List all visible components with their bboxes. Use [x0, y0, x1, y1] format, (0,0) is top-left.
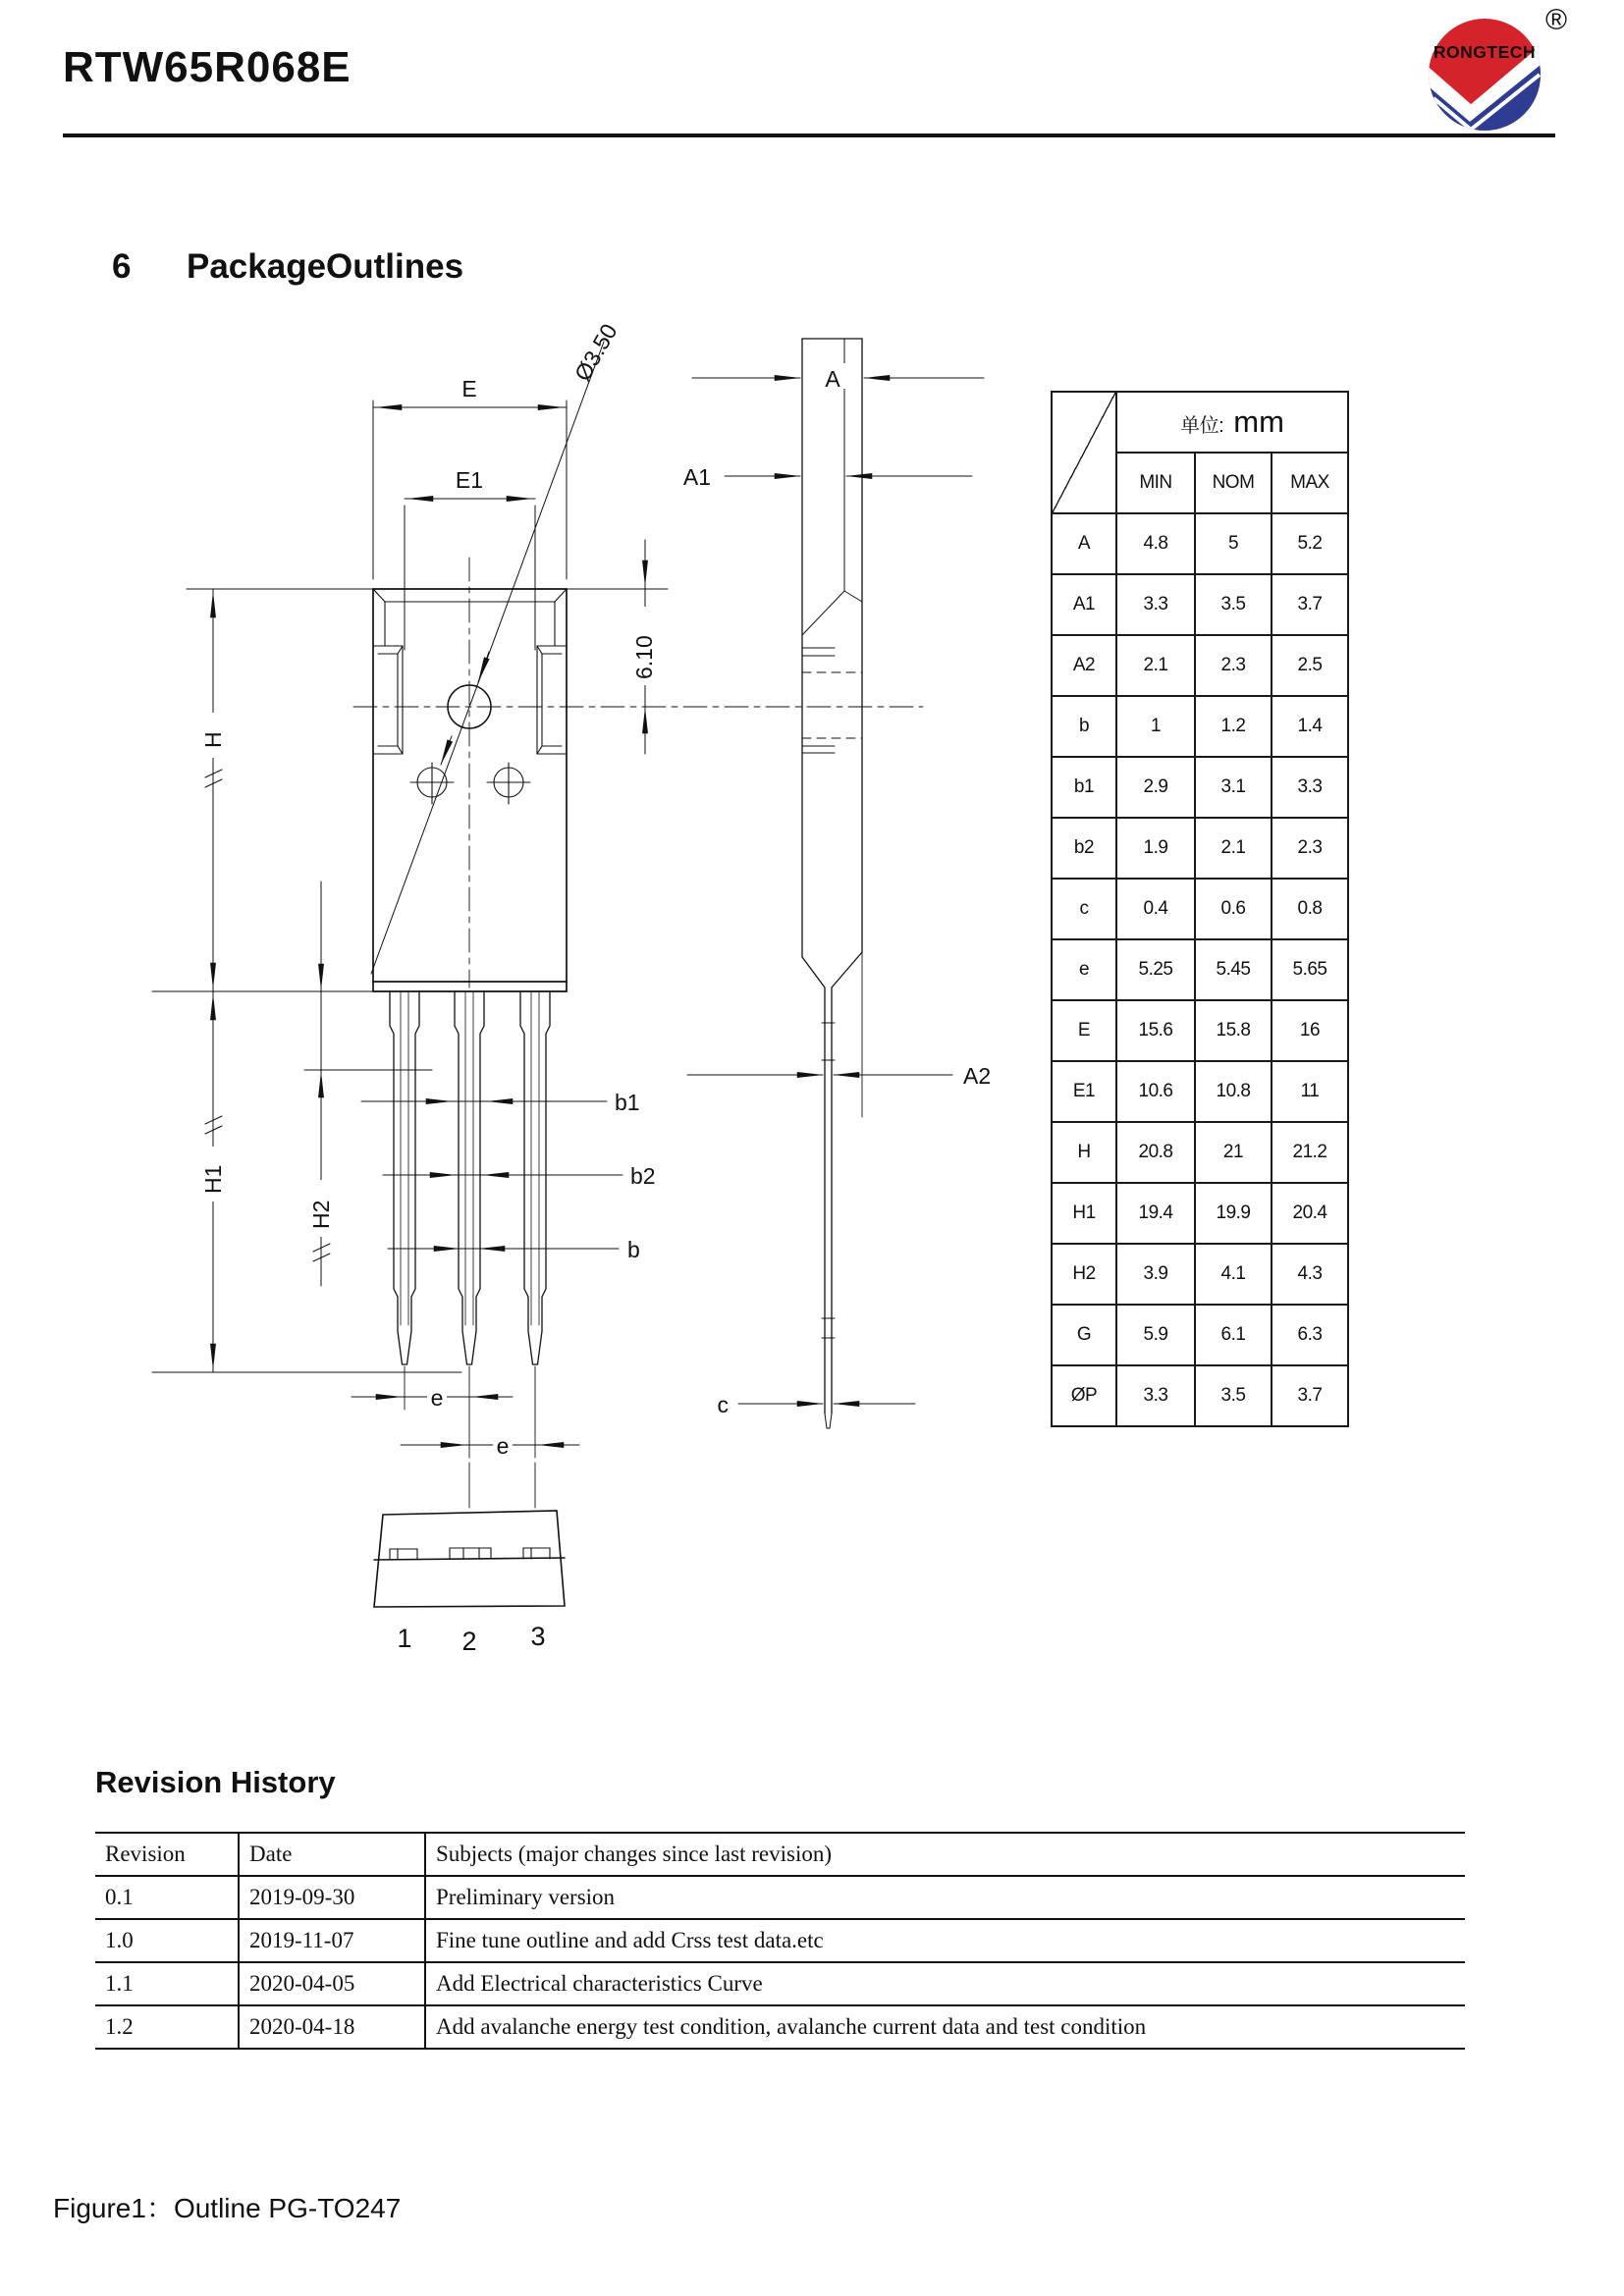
rev-cell-subject: Preliminary version [425, 1876, 1465, 1919]
rongtech-logo-icon [1426, 4, 1575, 141]
dim-cell-min: 1.9 [1116, 818, 1195, 879]
rev-col-revision: Revision [95, 1833, 239, 1876]
dim-cell-max: 5.2 [1272, 513, 1348, 574]
dim-cell-max: 6.3 [1272, 1305, 1348, 1365]
dim-cell-name: b2 [1052, 818, 1116, 879]
revision-row [95, 1876, 1465, 1919]
front-pins [390, 991, 550, 1508]
label-A: A [825, 366, 840, 392]
dim-cell-nom: 4.1 [1195, 1244, 1272, 1305]
rev-cell-date: 2020-04-05 [239, 1962, 425, 2005]
dim-row [1052, 757, 1348, 818]
dim-cell-nom: 3.5 [1195, 1365, 1272, 1426]
dim-cell-max: 3.7 [1272, 1365, 1348, 1426]
label-b1: b1 [615, 1090, 640, 1115]
dim-cell-nom: 5 [1195, 513, 1272, 574]
dim-table-corner-cell [1052, 392, 1116, 513]
page-title: RTW65R068E [63, 43, 352, 91]
dim-cell-nom: 3.1 [1195, 757, 1272, 818]
dim-cell-name: b1 [1052, 757, 1116, 818]
pin-number-1: 1 [397, 1624, 412, 1653]
dim-cell-min: 19.4 [1116, 1183, 1195, 1244]
label-A1: A1 [682, 464, 712, 490]
dim-cell-min: 5.25 [1116, 939, 1195, 1000]
label-H1: H1 [200, 1164, 226, 1194]
dim-row [1052, 1305, 1348, 1365]
label-c: c [717, 1392, 729, 1417]
dim-row [1052, 879, 1348, 939]
dim-cell-name: H1 [1052, 1183, 1116, 1244]
drawing-labels [200, 319, 991, 1656]
rev-col-subjects: Subjects (major changes since last revision) [425, 1833, 1465, 1876]
unit-header-cell [1116, 392, 1348, 453]
dim-cell-name: E1 [1052, 1061, 1116, 1122]
dim-cell-nom: 0.6 [1195, 879, 1272, 939]
rev-cell-subject: Add Electrical characteristics Curve [425, 1962, 1465, 2005]
col-header-min: MIN [1116, 453, 1195, 513]
bottom-view [374, 1511, 565, 1607]
front-dimensions [201, 342, 651, 1456]
rev-table-body [95, 1876, 1465, 2049]
dim-cell-name: A2 [1052, 635, 1116, 696]
side-view [802, 339, 862, 1428]
dim-cell-max: 2.3 [1272, 818, 1348, 879]
rev-cell-revision: 1.0 [95, 1919, 239, 1962]
dim-row [1052, 635, 1348, 696]
dim-cell-max: 4.3 [1272, 1244, 1348, 1305]
dim-cell-name: c [1052, 879, 1116, 939]
header-divider [63, 133, 1555, 137]
label-b2: b2 [630, 1163, 656, 1189]
revision-row [95, 1962, 1465, 2005]
dim-row [1052, 1244, 1348, 1305]
dim-cell-name: A1 [1052, 574, 1116, 635]
dim-cell-max: 2.5 [1272, 635, 1348, 696]
dim-cell-max: 21.2 [1272, 1122, 1348, 1183]
dim-cell-min: 3.9 [1116, 1244, 1195, 1305]
rev-cell-revision: 0.1 [95, 1876, 239, 1919]
pin-number-2: 2 [461, 1627, 477, 1656]
label-b: b [627, 1237, 640, 1262]
dim-table-head [1052, 392, 1348, 513]
label-hole-dia: Ø3.50 [568, 319, 623, 386]
revision-history-title: Revision History [95, 1765, 336, 1799]
dim-row [1052, 513, 1348, 574]
rev-cell-date: 2019-11-07 [239, 1919, 425, 1962]
dim-cell-nom: 3.5 [1195, 574, 1272, 635]
rev-cell-date: 2019-09-30 [239, 1876, 425, 1919]
dim-row [1052, 696, 1348, 757]
dim-row [1052, 1122, 1348, 1183]
section-title: PackageOutlines [187, 247, 464, 286]
rev-col-date: Date [239, 1833, 425, 1876]
revision-row [95, 1919, 1465, 1962]
dim-cell-min: 3.3 [1116, 1365, 1195, 1426]
unit-label: 单位: [1180, 415, 1224, 437]
dim-cell-name: E [1052, 1000, 1116, 1061]
dim-cell-min: 0.4 [1116, 879, 1195, 939]
dim-cell-name: e [1052, 939, 1116, 1000]
dim-row [1052, 1183, 1348, 1244]
rev-cell-subject: Fine tune outline and add Crss test data.etc [425, 1919, 1465, 1962]
label-hole-offset: 6.10 [631, 635, 657, 679]
dim-cell-max: 3.3 [1272, 757, 1348, 818]
dim-cell-nom: 5.45 [1195, 939, 1272, 1000]
dim-cell-nom: 19.9 [1195, 1183, 1272, 1244]
dim-cell-min: 4.8 [1116, 513, 1195, 574]
label-A2: A2 [963, 1063, 992, 1089]
label-e2: e [496, 1433, 510, 1459]
dimension-table [1051, 391, 1349, 1427]
dim-row [1052, 939, 1348, 1000]
dim-cell-name: H2 [1052, 1244, 1116, 1305]
unit-value: mm [1233, 404, 1284, 439]
dim-cell-nom: 2.3 [1195, 635, 1272, 696]
label-H2: H2 [308, 1200, 334, 1229]
dim-cell-nom: 6.1 [1195, 1305, 1272, 1365]
dim-cell-min: 5.9 [1116, 1305, 1195, 1365]
dim-cell-max: 0.8 [1272, 879, 1348, 939]
dim-row [1052, 1000, 1348, 1061]
dim-cell-name: A [1052, 513, 1116, 574]
rev-cell-subject: Add avalanche energy test condition, avalanche current data and test condition [425, 2005, 1465, 2049]
dim-cell-name: ØP [1052, 1365, 1116, 1426]
dim-cell-max: 20.4 [1272, 1183, 1348, 1244]
label-H: H [200, 731, 226, 748]
dim-cell-nom: 21 [1195, 1122, 1272, 1183]
dim-row [1052, 818, 1348, 879]
dim-cell-max: 16 [1272, 1000, 1348, 1061]
dim-cell-name: b [1052, 696, 1116, 757]
rev-cell-revision: 1.1 [95, 1962, 239, 2005]
dim-cell-max: 1.4 [1272, 696, 1348, 757]
label-E: E [461, 376, 477, 401]
dim-cell-name: G [1052, 1305, 1116, 1365]
section-number: 6 [112, 247, 132, 286]
revision-history-table [95, 1832, 1465, 2050]
dim-cell-min: 10.6 [1116, 1061, 1195, 1122]
dim-cell-nom: 1.2 [1195, 696, 1272, 757]
dim-cell-nom: 15.8 [1195, 1000, 1272, 1061]
dim-row [1052, 1365, 1348, 1426]
logo-wordmark: RONGTECH [1433, 42, 1537, 62]
dim-cell-max: 11 [1272, 1061, 1348, 1122]
dim-cell-nom: 2.1 [1195, 818, 1272, 879]
rev-cell-revision: 1.2 [95, 2005, 239, 2049]
dim-table-body [1052, 513, 1348, 1426]
dim-cell-min: 1 [1116, 696, 1195, 757]
dim-cell-max: 5.65 [1272, 939, 1348, 1000]
revision-header-row [95, 1833, 1465, 1876]
dim-row [1052, 574, 1348, 635]
revision-row [95, 2005, 1465, 2049]
col-header-max: MAX [1272, 453, 1348, 513]
dim-cell-min: 3.3 [1116, 574, 1195, 635]
pin-number-3: 3 [530, 1622, 546, 1651]
col-header-nom: NOM [1195, 453, 1272, 513]
dim-cell-min: 2.9 [1116, 757, 1195, 818]
dim-cell-min: 2.1 [1116, 635, 1195, 696]
label-E1: E1 [455, 467, 484, 493]
label-e1: e [430, 1385, 444, 1411]
side-dimensions [687, 363, 984, 1404]
dim-cell-min: 15.6 [1116, 1000, 1195, 1061]
package-outline-drawing [59, 294, 1001, 1688]
figure-caption: Figure1：Outline PG-TO247 [53, 2193, 402, 2223]
dim-row [1052, 1061, 1348, 1122]
dim-cell-name: H [1052, 1122, 1116, 1183]
dim-cell-max: 3.7 [1272, 574, 1348, 635]
dim-cell-min: 20.8 [1116, 1122, 1195, 1183]
dim-cell-nom: 10.8 [1195, 1061, 1272, 1122]
registered-trademark-icon: ® [1545, 4, 1568, 36]
rev-cell-date: 2020-04-18 [239, 2005, 425, 2049]
